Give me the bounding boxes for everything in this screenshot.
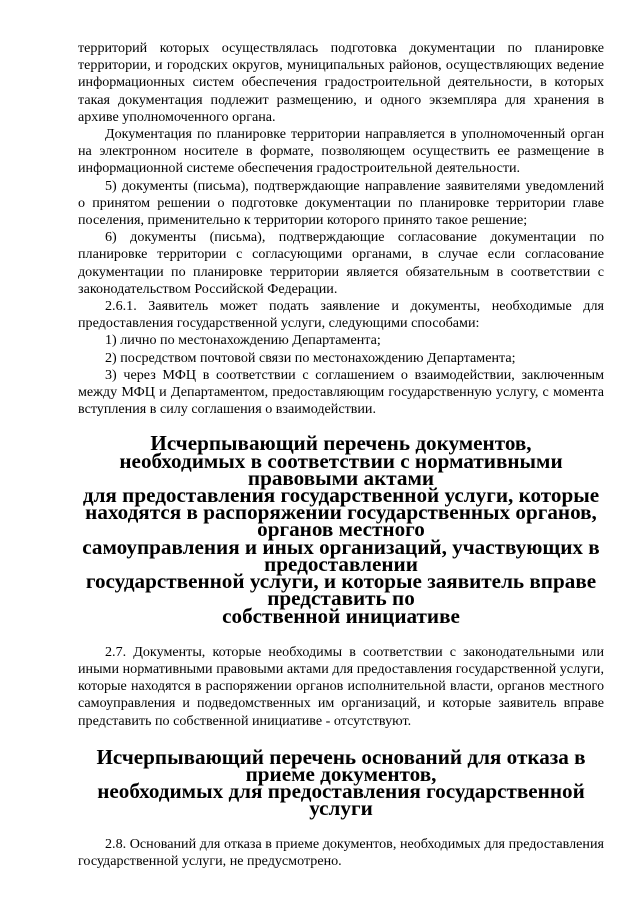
heading-line: необходимых для предоставления государственной услуги bbox=[97, 779, 585, 821]
paragraph-item-6: 6) документы (письма), подтверждающие согласование документации по планировке территории с согласующими органами, в случае если согласование документации по планировке территории является обязательным в соответствии с законодательством Российской Федерации. bbox=[78, 229, 604, 297]
heading-line: Исчерпывающий перечень оснований для отказа в приеме документов, bbox=[96, 744, 586, 786]
heading-line: государственной услуги, и которые заявитель вправе представить по bbox=[85, 569, 597, 611]
paragraph-2-7: 2.7. Документы, которые необходимы в соответствии с законодательными или иными нормативными правовыми актами для предоставления государственной услуги, которые находятся в распоряжении органов исполнительной власти, органов местного самоуправления и подведомственных им организаций, и которые заявитель вправе представить по собственной инициативе - отсутствуют. bbox=[78, 643, 604, 729]
paragraph-item-5: 5) документы (письма), подтверждающие направление заявителями уведомлений о принятом решении о подготовке документации по планировке территории главе поселения, применительно к территории которого принято такое решение; bbox=[78, 177, 604, 229]
heading-line: находятся в распоряжении государственных органов, органов местного bbox=[85, 500, 597, 542]
paragraph-2-8: 2.8. Оснований для отказа в приеме документов, необходимых для предоставления государственной услуги, не предусмотрено. bbox=[78, 835, 604, 869]
section-heading-2-8 bbox=[78, 744, 604, 821]
paragraph-electronic-media: Документация по планировке территории направляется в уполномоченный орган на электронном носителе в формате, позволяющем осуществить ее размещение в информационной системе обеспечения градостроительной деятельности. bbox=[78, 126, 604, 177]
heading-line: Исчерпывающий перечень документов, bbox=[150, 431, 532, 456]
heading-line: необходимых в соответствии с нормативными правовыми актами bbox=[119, 448, 563, 490]
list-item-way-3: 3) через МФЦ в соответствии с соглашением о взаимодействии, заключенным между МФЦ и Департаментом, предоставляющим государственную услугу, с момента вступления в силу соглашения о взаимодействии. bbox=[78, 366, 604, 418]
heading-line: самоуправления и иных организаций, участвующих в предоставлении bbox=[82, 534, 600, 576]
heading-line: собственной инициативе bbox=[222, 603, 460, 628]
paragraph-2-6-1: 2.6.1. Заявитель может подать заявление и документы, необходимые для предоставления государственной услуги, следующими способами: bbox=[78, 298, 604, 332]
paragraph-territory-intro: территорий которых осуществлялась подготовка документации по планировке территории, и городских округов, муниципальных районов, осуществляющих ведение информационных систем обеспечения градостроительной деятельности, в которых такая документация подлежит размещению, и одного экземпляра для хранения в архиве уполномоченного органа. bbox=[78, 40, 604, 125]
section-heading-2-7 bbox=[78, 431, 604, 628]
heading-line: для предоставления государственной услуги, которые bbox=[82, 483, 600, 508]
list-item-way-1: 1) лично по местонахождению Департамента; bbox=[105, 332, 381, 349]
list-item-way-2: 2) посредством почтовой связи по местонахождению Департамента; bbox=[105, 349, 516, 366]
spacer bbox=[78, 818, 604, 836]
document-page bbox=[78, 40, 604, 870]
spacer bbox=[78, 625, 604, 644]
